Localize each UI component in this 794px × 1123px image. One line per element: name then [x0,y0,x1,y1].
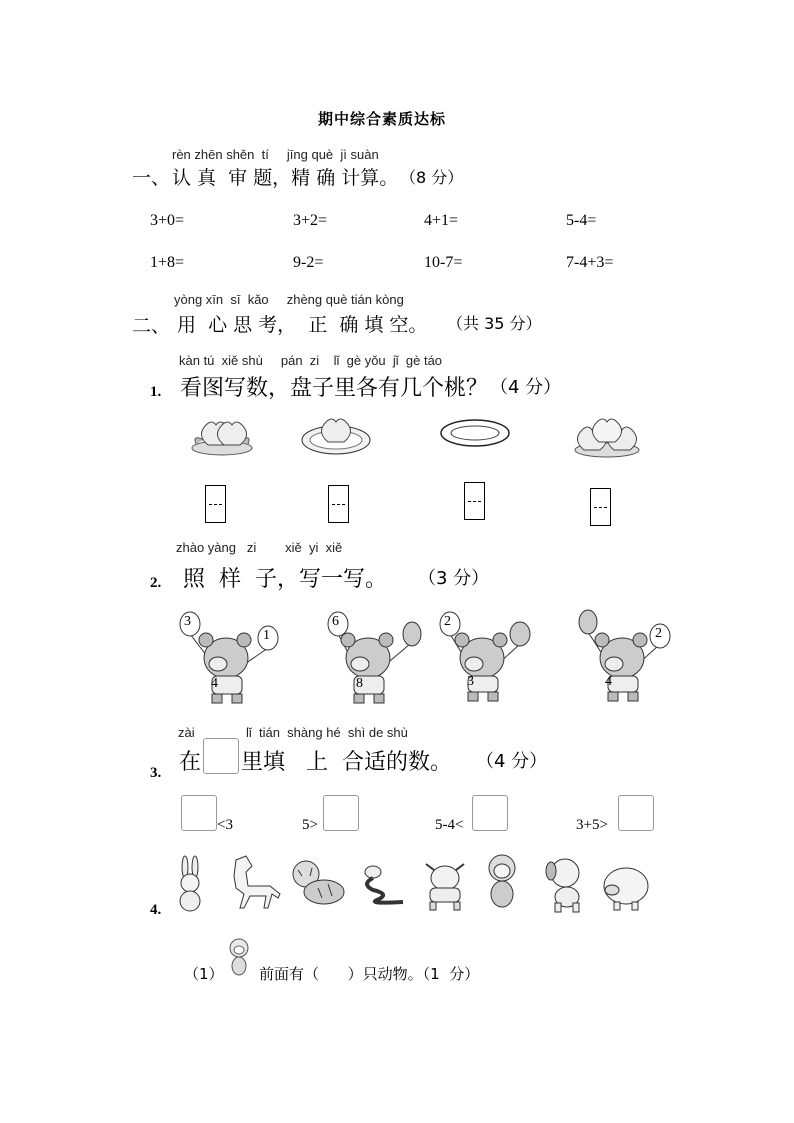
balloon-number: 3 [184,614,191,629]
balloon-number: 1 [263,628,270,643]
inequality: 5> [302,817,318,833]
problem: 5-4= [566,212,597,229]
section1-pinyin: rèn zhēn shěn tí jīng què jì suàn [172,147,379,162]
q3-number: 3. [150,765,162,781]
page-title: 期中综合素质达标 [318,110,447,128]
answer-box[interactable] [590,488,611,526]
bear-with-balloons [176,610,286,705]
empty-plate-icon [440,418,510,450]
answer-box[interactable] [328,485,349,523]
monkey-icon [226,937,252,977]
body-number: 4 [605,674,612,689]
q1-score: （4 分） [490,377,562,398]
horse-icon [222,852,284,912]
pig-icon [598,860,652,912]
section2-score: （共 35 分） [447,314,542,333]
body-number: 4 [211,676,218,691]
bear-with-balloons [432,608,542,703]
section1-number: 一、 [132,167,171,189]
balloon-number: 6 [332,614,339,629]
q3-text-b: 里填 上 合适的数。 [241,750,452,775]
section2-number: 二、 [132,315,171,337]
answer-box-sample [203,738,239,774]
problem: 7-4+3= [566,254,614,271]
answer-box[interactable] [464,482,485,520]
cow-icon [416,854,474,912]
section2-pinyin: yòng xīn sī kǎo zhèng què tián kòng [174,292,404,307]
body-number: 8 [356,676,363,691]
q4-sub1-text: 前面有（ ）只动物。（1 分） [259,965,480,983]
q3-score: （4 分） [476,751,548,772]
answer-box[interactable] [323,795,359,831]
q2-pinyin: zhào yàng zi xiě yi xiě [176,540,343,555]
q4-sub1-number: （1） [184,965,224,983]
balloon-number: 2 [444,614,451,629]
q2-number: 2. [150,575,162,591]
q3-pinyin-a: zài [178,725,195,740]
bear-with-balloons [572,608,682,703]
plate-with-peach-icon [300,412,372,462]
inequality: <3 [217,817,233,833]
problem: 10-7= [424,254,463,271]
answer-box[interactable] [472,795,508,831]
bear-icon [572,608,682,703]
section1-score: （8 分） [400,168,464,187]
answer-box[interactable] [618,795,654,831]
q1-number: 1. [150,384,162,400]
q1-text: 看图写数，盘子里各有几个桃？ [180,376,489,401]
answer-box[interactable] [181,795,217,831]
inequality: 3+5> [576,817,608,833]
plate-with-peaches-icon [188,412,256,462]
dog-icon [543,855,591,913]
q2-text: 照 样 子，写一写。 [183,567,387,592]
q2-score: （3 分） [418,568,490,589]
monkey-icon [482,852,522,912]
q4-number: 4. [150,902,162,918]
q3-text-a: 在 [179,750,202,775]
snake-icon [355,862,405,904]
plate-with-peaches-icon [570,410,644,462]
tiger-icon [288,858,346,910]
balloon-number: 2 [655,626,662,641]
inequality: 5-4< [435,817,464,833]
problem: 1+8= [150,254,185,271]
bear-with-balloons [318,610,428,705]
q3-pinyin-b: lǐ tián shàng hé shì de shù [246,725,408,740]
problem: 3+0= [150,212,185,229]
bear-icon [176,610,286,705]
answer-box[interactable] [205,485,226,523]
body-number: 3 [467,674,474,689]
problem: 9-2= [293,254,324,271]
problem: 3+2= [293,212,328,229]
q1-pinyin: kàn tú xiě shù pán zi lǐ gè yǒu jǐ gè táo [179,353,443,368]
rabbit-icon [176,855,204,913]
section2-heading: 用 心 思 考， 正 确 填 空。 [177,314,428,336]
section1-heading: 认 真 审 题，精 确 计算。 [172,167,399,189]
problem: 4+1= [424,212,459,229]
